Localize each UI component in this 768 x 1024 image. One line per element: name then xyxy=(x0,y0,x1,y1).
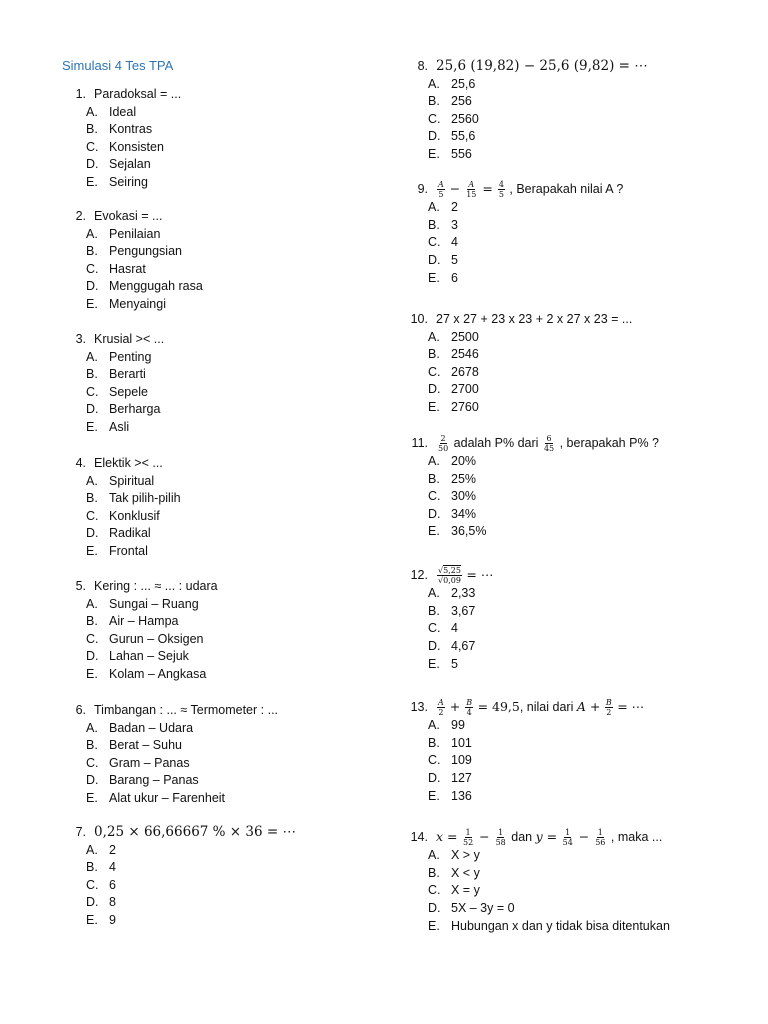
option-item: D. 5X – 3y = 0 xyxy=(428,900,515,915)
option-item: E. 9 xyxy=(86,912,116,927)
question-stem: Kering : ... ≈ ... : udara xyxy=(94,579,218,593)
question-13 xyxy=(404,698,644,805)
option-item: C. 4 xyxy=(428,235,458,250)
question-3 xyxy=(62,331,164,437)
question-stem: Krusial >< ... xyxy=(94,332,165,346)
options-list xyxy=(428,585,493,673)
question-11 xyxy=(404,434,659,541)
question-number: 4. xyxy=(75,456,86,470)
question-stem: Elektik >< ... xyxy=(94,456,163,470)
option-item: A. Penilaian xyxy=(86,226,161,241)
question-6 xyxy=(62,702,278,808)
option-item: B. 101 xyxy=(428,735,472,750)
option-item: D. 4,67 xyxy=(428,638,476,653)
question-number: 5. xyxy=(75,579,86,593)
option-item: E. Kolam – Angkasa xyxy=(86,666,207,681)
option-item: A. X > y xyxy=(428,848,480,863)
option-item: E. 136 xyxy=(428,788,472,803)
question-stem: 25,6 (19,82) − 25,6 (9,82) = ⋯ xyxy=(436,58,648,74)
option-item: D. Radikal xyxy=(86,526,151,541)
option-item: A. 2 xyxy=(428,200,458,215)
question-number: 12. xyxy=(410,568,428,582)
option-item: E. Alat ukur – Farenheit xyxy=(86,790,226,805)
option-item: B. Berarti xyxy=(86,367,146,382)
option-item: E. Asli xyxy=(86,419,130,434)
option-item: D. 5 xyxy=(428,252,458,267)
option-item: E. Frontal xyxy=(86,543,148,558)
option-item: B. 3 xyxy=(428,217,458,232)
option-item: C. X = y xyxy=(428,883,480,898)
question-number: 10. xyxy=(410,312,428,326)
options-list xyxy=(86,473,181,561)
question-2 xyxy=(62,208,203,314)
question-5 xyxy=(62,578,218,684)
option-item: B. Pengungsian xyxy=(86,244,182,259)
option-item: E. Hubungan x dan y tidak bisa ditentukan xyxy=(428,918,670,933)
question-stem: Timbangan : ... ≈ Termometer : ... xyxy=(94,703,279,717)
option-item: A. 20% xyxy=(428,454,477,468)
option-item: D. Lahan – Sejuk xyxy=(86,649,189,664)
option-item: E. 5 xyxy=(428,656,458,671)
question-number: 3. xyxy=(75,332,86,346)
question-number: 14. xyxy=(410,830,428,844)
question-stem: $\frac{√5,25}{√0,09}$ = ⋯ xyxy=(438,566,494,586)
options-list xyxy=(428,76,648,164)
option-item: D. 55,6 xyxy=(428,129,476,144)
option-item: D. 2700 xyxy=(428,382,479,397)
option-item: A. 2500 xyxy=(428,329,479,344)
options-list xyxy=(428,329,632,417)
question-1 xyxy=(62,86,181,192)
option-item: A. 99 xyxy=(428,718,465,733)
question-number: 13. xyxy=(410,700,428,714)
page-title: Simulasi 4 Tes TPA xyxy=(62,58,174,73)
options-list xyxy=(428,199,623,287)
option-item: E. 36,5% xyxy=(428,524,487,539)
options-list xyxy=(86,842,296,930)
question-stem: $\frac{A}{5}$ − $\frac{A}{15}$ = $\frac{4}{5}$ , Berapakah nilai A ? xyxy=(438,180,624,200)
option-item: E. 2760 xyxy=(428,399,479,414)
question-number: 1. xyxy=(75,87,86,101)
question-stem: 0,25 × 66,66667 % × 36 = ⋯ xyxy=(94,824,296,840)
option-item: A. Ideal xyxy=(86,104,137,119)
option-item: C. 6 xyxy=(86,877,116,892)
question-10 xyxy=(404,311,632,417)
option-item: E. 556 xyxy=(428,146,472,161)
question-stem: Evokasi = ... xyxy=(94,209,163,223)
option-item: C. 2678 xyxy=(428,364,479,379)
question-4 xyxy=(62,455,181,561)
options-list xyxy=(86,226,203,314)
option-item: D. Sejalan xyxy=(86,157,151,172)
option-item: C. 109 xyxy=(428,753,472,768)
option-item: A. 2,33 xyxy=(428,586,476,601)
option-item: A. Badan – Udara xyxy=(86,720,194,735)
question-12 xyxy=(404,566,493,673)
question-number: 6. xyxy=(75,703,86,717)
question-stem: 27 x 27 + 23 x 23 + 2 x 27 x 23 = ... xyxy=(436,312,633,326)
option-item: E. Seiring xyxy=(86,174,148,189)
options-list xyxy=(86,104,181,192)
option-item: B. 256 xyxy=(428,94,472,109)
option-item: B. Air – Hampa xyxy=(86,614,179,629)
option-item: C. 4 xyxy=(428,621,458,636)
question-number: 2. xyxy=(75,209,86,223)
option-item: A. 2 xyxy=(86,842,116,857)
question-number: 7. xyxy=(75,825,86,839)
question-number: 11. xyxy=(411,435,428,450)
option-item: B. 2546 xyxy=(428,347,479,362)
option-item: C. Sepele xyxy=(86,384,148,399)
option-item: C. Konsisten xyxy=(86,139,164,154)
option-item: C. 2560 xyxy=(428,111,479,126)
option-item: B. 3,67 xyxy=(428,603,476,618)
question-number: 8. xyxy=(417,59,428,73)
option-item: C. Gram – Panas xyxy=(86,755,190,770)
option-item: B. 25% xyxy=(428,471,477,486)
question-7 xyxy=(62,824,296,930)
option-item: A. 25,6 xyxy=(428,76,476,91)
option-item: B. Kontras xyxy=(86,122,153,137)
question-stem: $\frac{2}{50}$ adalah P% dari $\frac{6}{45}$ , berapakah P% ? xyxy=(438,434,659,453)
question-stem: x = $\frac{1}{52}$ − $\frac{1}{58}$ dan y = $\frac{1}{54}$ − $\frac{1}{56}$ , maka ... xyxy=(436,828,663,848)
option-item: B. Tak pilih-pilih xyxy=(86,491,181,506)
option-item: C. Gurun – Oksigen xyxy=(86,631,204,646)
options-list xyxy=(86,349,164,437)
option-item: E. 6 xyxy=(428,270,458,285)
option-item: D. 34% xyxy=(428,506,477,521)
option-item: B. 4 xyxy=(86,860,116,875)
question-stem: $\frac{A}{2}$ + $\frac{B}{4}$ = 49,5, nilai dari A + $\frac{B}{2}$ = ⋯ xyxy=(438,698,645,718)
option-item: B. Berat – Suhu xyxy=(86,738,182,753)
option-item: D. 8 xyxy=(86,895,116,910)
options-list xyxy=(428,453,659,541)
option-item: C. Hasrat xyxy=(86,261,146,276)
options-list xyxy=(86,596,218,684)
question-9 xyxy=(404,180,623,287)
option-item: D. Barang – Panas xyxy=(86,773,199,788)
option-item: D. 127 xyxy=(428,770,472,785)
option-item: A. Penting xyxy=(86,349,152,364)
question-stem: Paradoksal = ... xyxy=(94,87,182,101)
options-list xyxy=(86,720,278,808)
option-item: D. Berharga xyxy=(86,402,161,417)
option-item: A. Spiritual xyxy=(86,473,155,488)
options-list xyxy=(428,847,670,935)
option-item: D. Menggugah rasa xyxy=(86,279,203,294)
question-number: 9. xyxy=(417,182,428,196)
question-14 xyxy=(404,828,670,935)
options-list xyxy=(428,717,644,805)
option-item: E. Menyaingi xyxy=(86,296,166,311)
option-item: B. X < y xyxy=(428,865,480,880)
option-item: C. 30% xyxy=(428,489,477,504)
option-item: A. Sungai – Ruang xyxy=(86,596,199,611)
question-8 xyxy=(404,58,648,164)
option-item: C. Konklusif xyxy=(86,508,160,523)
